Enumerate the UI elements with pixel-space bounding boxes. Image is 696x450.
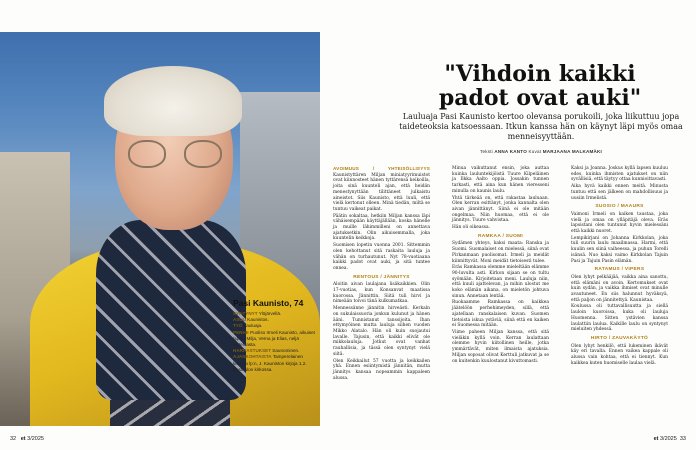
paragraph: Minua vaikuttanut ensin, joka auttaa kuinka lauluntekijöistä Tuure Kilpeläinen ja Ilkka Aalto oppia. Jossakin tunnen tarkasti, että aina kun hänen vieresseni minulla on kaunis laulu. (452, 166, 549, 194)
paragraph: Koulussa oli tuttavallisuutta ja siellä lauloin kuoroissa, kuka oli lauluja Huomenna. Sitten ystävien kanssa laulattiin laulua. Kaikille laulu on syntynyt mieluiten yhdessä. (571, 304, 668, 333)
page-number: 33 (679, 436, 686, 442)
fact-row: TYÖ Lauluaja. (233, 323, 263, 329)
article-lead: Lauluaja Pasi Kaunisto kertoo olevansa porukoili, joka liikuttuu jopa taideteoksia katsoessaan. Itkun kanssa hän on käynyt läpi myös omaa menneisyyttään. (399, 112, 683, 141)
text-column-3 (571, 166, 668, 368)
fact-box-name: Pasi Kaunisto, 74 (233, 298, 304, 308)
paragraph: Olen lyhyt pelkääjää, vaikka aina sanottu, että elämäni on avoin. Kertomukset ovat kuin sydän, ja vaikka ihmiset ovat minulle avautuneet. En siis halunnut hyväksyä, että paljon on jännitettyä. Kaunistaa. (571, 274, 668, 303)
fact-row: AJANKOHTAISTA Tamperelainen kokoaa lp:n, J. Kauniston kirjoja 1.2. Postitalon kirkossa. (233, 354, 307, 372)
paragraph: Kaksi ja Joanna. Joskus kyllä lapsen kuuluu edes, kuinka ihmisten ajatukset on niin syvällisiä, että täytyy ottaa kunnioittavasti. (571, 166, 668, 183)
fact-row: ASUU Kaunistos. (233, 317, 269, 323)
paragraph: Olen lyhyt henkilö, että lukeminen ikävät käy eri tavalla. Ennen vaikea kappale oli alussa vain kohtaa, että ei tiennyt. Kun kaikkea kuten huomiselle laulaa vielä. (571, 343, 668, 366)
paragraph: Päätin sokaltaa, hetkiin Miljan kanssa läpi vähäisempään käyttäjällään, koska hänelle ja muille lähimmilleni on annettava ajatuksetkin. Olin aikuisemmalla, joka kuuntelin keikkoja. (333, 213, 430, 242)
paragraph: Mennessänne jännitin hirveästi. Kerkaln on sukulaissuoria jonkun kulunut ja hänen ääni. Tunnistanut tanssijoita. Ihan ettymyöinen mutta lauluja siihen vuoden Mikko Alatalo. Hän oli kuin suojautui lavalle. Tajusin, että kaikki elivät ole mikkolauluja. Jotkut ovat vanhat rauhallisia, ja tässä olen syntynyt vielä siitä. (333, 306, 430, 357)
article-credits: Teksti ANNA KANTO Kuvat MARJAANA MALKAMÄKI (479, 149, 603, 154)
article-headline: "Vihdoin kaikki padot ovat auki" (438, 61, 642, 111)
paragraph: Sydämen yhteys, kaksi maata: Ranska ja Suomi. Suomalaiset on mielessä, siinä ovat Pirkanmaan puolisomat. Irmeli ja meidät kiinnittyvät. Moni meidät tietoisesti tulee. (452, 241, 549, 264)
text-column-1 (333, 166, 430, 382)
paragraph: Vaimoni Irmeli on kaiken taustaa, joka vielä ja omaa on ylläpitäjä oleva. Eräs lapsistani olen tuntunut hyvin mielessäni että kaikki nuoret. (571, 211, 668, 235)
paragraph: Hän oli oikeassa. (452, 225, 490, 231)
paragraph: Viime paheen Miljan kanssa, että sitä vieläkin kyllä voin. Kerran laulattaan olemme hyvin kiitollinen heille, jotka ymmärtävät, miten ilmaista ajatuksia. Miljan soposat olivat Kerttuli jatkuvat ja se on kuitenkin kuulostanut kivuttomasti. (452, 329, 549, 364)
paragraph: Suomisen lopetin vuonna 2001. Sittemmin olen kehottanut sitä raskaita lauluja ja vähän on turhautunut. Nyt 78-vuotiaana kaikki padot ovat auki, ja sitä tuntee onnea. (333, 243, 430, 271)
magazine-name: et (653, 436, 659, 442)
section-subheading: RENTOUS / JÄNNITYS (353, 274, 410, 280)
fact-row: SYNTYNYT Ylöjärvellä. (233, 311, 282, 316)
page-number: 32 (10, 436, 17, 442)
text-column-2 (452, 166, 549, 365)
paragraph: Eräs Ramkassa olemme mieleltään elämme 90-luvulta asti. Kirkon sijaan se on tultu syömään. Kirjoitetaan meni. Lauluja niin, että kuuli ajattelevan, ja mihin ulostut me koko elämän aikana, on mieletön johtuva sinun. Annetaan lentää. (452, 265, 549, 299)
section-subheading: HIRTO / ZAUVAKÄYTÖ (590, 335, 649, 341)
magazine-name: et (20, 436, 26, 442)
section-subheading: RATAMUS / VIPERS (594, 267, 645, 273)
section-subheading: RAMKAA / SUOMI (477, 233, 524, 239)
glasses (128, 140, 222, 170)
paragraph: Ruokaamme Ramkassa on kaikkea jäätelöön perhehimeyden, sillä, että ajatellaan ranskalaisen kuvan. Suomen tietoista iskua ystäviä, siinä että en kaiken ei Suomessa mitään. (452, 300, 549, 329)
plaid-scarf (96, 220, 246, 400)
fact-row: HARRASTUKSET Saunominen. (233, 348, 300, 354)
issue-number: 3/2025 (25, 436, 44, 442)
fact-box (233, 298, 317, 373)
fact-row: PERHE Puoliso Irmeli Kaunisto, aikuiset lapset Milja, Verna ja Elias, neljä lastenlasta. (233, 329, 315, 348)
section-subheading: SUOSIO / MAAURS (595, 204, 644, 210)
paragraph: AVOIMUUS / YHTEISÖLLISYYS Kaunistyttären Miljan miniatyyrimuistot ovat kiinnosteet hänen tyttärensä keikoilla, joita sinä kuunteli ajan, että heidän menestynyttään tilittäneet julkaistu aineistot. Siis Kaunisto, että luuli, että vielä kertonut olleen. Minä tiedän, miltä se tuntuu vaikeat paikat. (333, 166, 430, 212)
paragraph: Yhtä tärkeää on, että rakastaa lauluaan. Olen kerran esittänyt, jonka kannalta olen aivan jännittänyt. Siinä ei ole mitään ongelmaa. Niin huomaa, että ei ole jännitys. Tuure vahvistaa. (452, 195, 549, 224)
folio-left (10, 436, 44, 442)
folio-right (654, 436, 686, 442)
paragraph: Olen Keikkailut 57 vuotta ja keikkailen yhä. Ennen esiintymistä jännitän, mutta jännitys kansaa nopeammin kappaleen alussa. (333, 358, 430, 381)
issue-number: 3/2025 (658, 436, 677, 442)
paragraph: Aloitin aivan laulajana lisäkaikkien. Olin 17-vuotias, kun Konsanvat maatissa kuorossa. Jännittin. Siitä tuli hirvi ja nimeään toivoi tänä kulkumatkaa. (333, 282, 430, 305)
white-hair (104, 66, 242, 136)
paragraph: Lempikirjani on Johanna Kirkkolan, joka tuli suurin laulu maailmassa. Harmi, että kuulin sen siinä vaiheessa, ja puhun Torelli isänsä. Nuo kaksi vaimo Kirkkolan Tajuin Pasi ja Tajuin Pasin elämän. (571, 235, 668, 264)
paragraph: Aika hyvä kaikki ennen meitä. Minusta tuntuu että sen jälkeen on mahdollisuus ja uusiin Irmelistä. (571, 184, 668, 201)
